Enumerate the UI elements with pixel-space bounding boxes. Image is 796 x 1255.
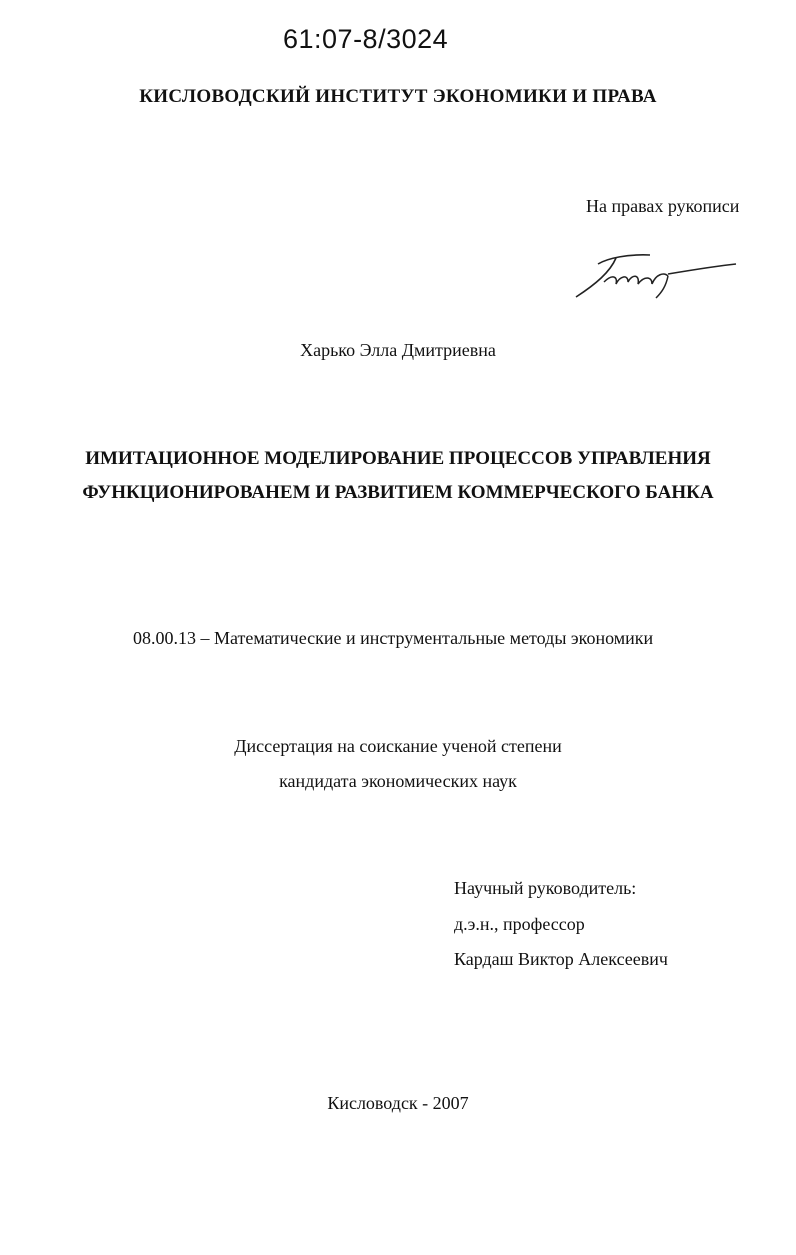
dissertation-title-line-1: ИМИТАЦИОННОЕ МОДЕЛИРОВАНИЕ ПРОЦЕССОВ УПРАВЛЕНИЯ <box>85 448 711 469</box>
institute-name: КИСЛОВОДСКИЙ ИНСТИТУТ ЭКОНОМИКИ И ПРАВА <box>139 86 657 107</box>
archive-stamp-number: 61:07-8/3024 <box>283 24 449 54</box>
dissertation-title-line-2: ФУНКЦИОНИРОВАНЕМ И РАЗВИТИЕМ КОММЕРЧЕСКОГО БАНКА <box>82 482 714 503</box>
advisor-label: Научный руководитель: <box>454 878 637 898</box>
degree-line-1: Диссертация на соискание ученой степени <box>234 736 562 756</box>
rights-note: На правах рукописи <box>586 196 740 216</box>
degree-line-2: кандидата экономических наук <box>279 771 517 791</box>
place-and-year: Кисловодск - 2007 <box>327 1093 469 1113</box>
author-name: Харько Элла Дмитриевна <box>300 340 496 360</box>
advisor-degree: д.э.н., профессор <box>454 914 585 934</box>
author-signature <box>572 246 738 302</box>
advisor-name: Кардаш Виктор Алексеевич <box>454 949 668 969</box>
specialty-code: 08.00.13 – Математические и инструментальные методы экономики <box>133 628 654 648</box>
